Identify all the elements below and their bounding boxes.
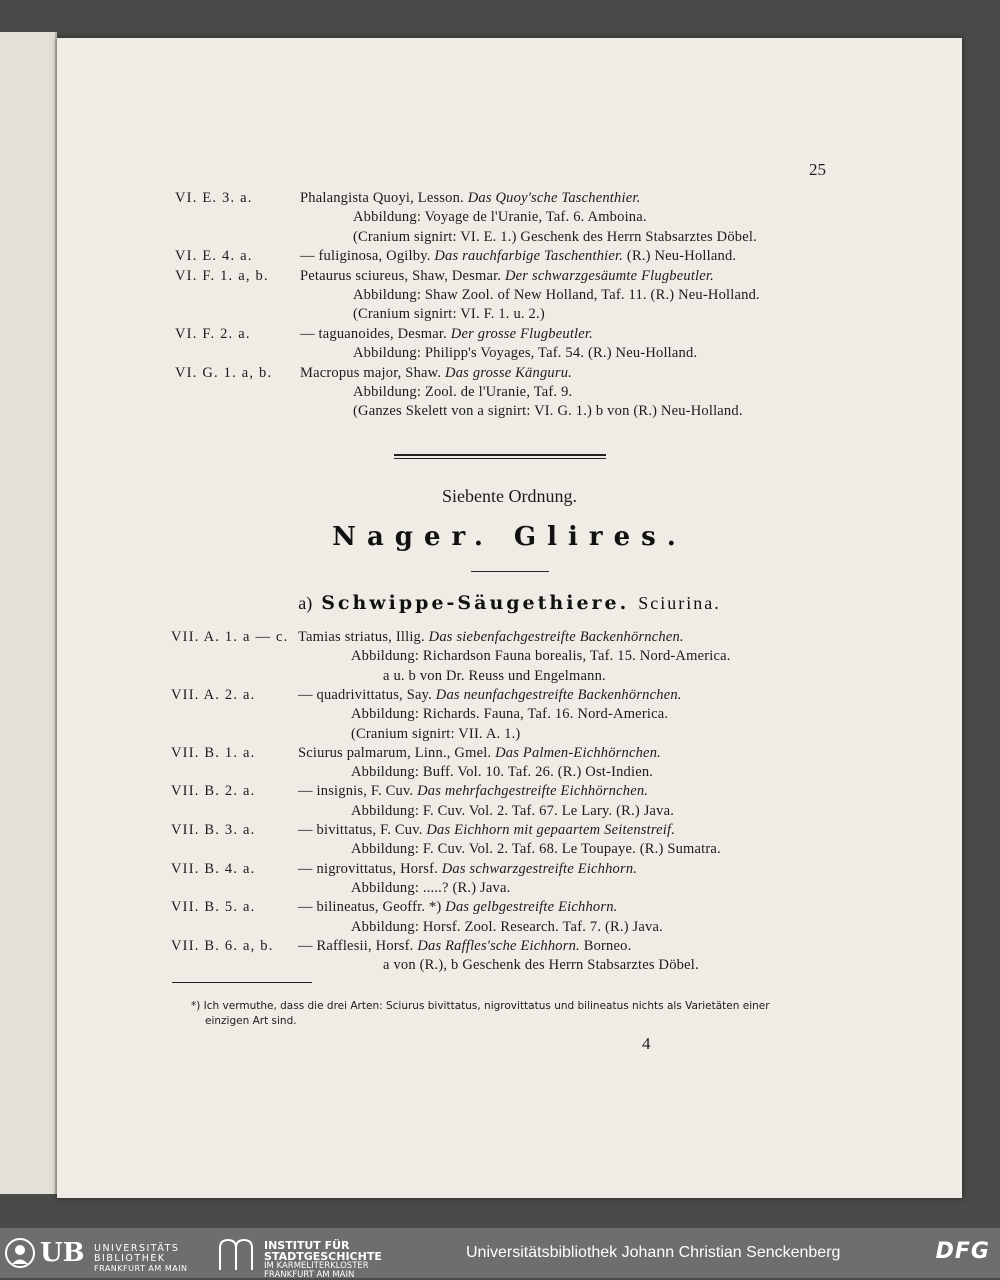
- entry-german-name: Der grosse Flugbeutler.: [450, 325, 593, 342]
- footnote-rule: [172, 982, 312, 983]
- entry-text: [351, 880, 510, 897]
- entry-german-name: Das schwarzgestreifte Eichhorn.: [441, 860, 638, 877]
- entry-name: (Ganzes Skelett von a signirt: VI. G. 1.) b von (R.) Neu-Holland.: [353, 403, 743, 420]
- entry-suffix: (R.) Neu-Holland.: [623, 248, 737, 265]
- order-title: Nager. Glires.: [332, 522, 687, 552]
- entry-name: Abbildung: .....? (R.) Java.: [351, 879, 511, 896]
- isg-line-3: IM KARMELITERKLOSTER: [264, 1261, 369, 1271]
- entry-name: — taguanoides, Desmar.: [300, 325, 451, 342]
- entry-text: [351, 803, 674, 820]
- entry-code: VI. F. 2. a.: [175, 325, 251, 342]
- entry-text: [351, 726, 520, 743]
- footnote-line-2: einzigen Art sind.: [205, 1015, 297, 1027]
- entry-name: Tamias striatus, Illig.: [298, 629, 429, 645]
- entry-text: [298, 629, 684, 646]
- entry-text: [353, 345, 697, 362]
- entry-text: [351, 764, 653, 781]
- entry-text: [298, 745, 661, 762]
- entry-german-name: Der schwarzgesäumte Flugbeutler.: [505, 267, 714, 284]
- entry-text: [298, 861, 637, 878]
- entry-code: VII. B. 6. a, b.: [171, 937, 274, 954]
- entry-code: VII. A. 2. a.: [171, 686, 256, 703]
- isg-line-4: FRANKFURT AM MAIN: [264, 1270, 355, 1280]
- ub-text[interactable]: [94, 1244, 188, 1274]
- entry-name: (Cranium signirt: VI. F. 1. u. 2.): [353, 306, 545, 323]
- entry-text: [300, 365, 572, 382]
- entry-german-name: Das rauchfarbige Taschenthier.: [434, 248, 624, 265]
- entry-name: Abbildung: Richardson Fauna borealis, Taf. 15. Nord-America.: [351, 648, 731, 665]
- entry-text: [300, 190, 640, 207]
- entry-text: [353, 384, 572, 401]
- dfg-logo[interactable]: DFG: [935, 1239, 990, 1264]
- entry-name: Petaurus sciureus, Shaw, Desmar.: [300, 267, 505, 284]
- entry-text: [383, 957, 699, 974]
- entry-code: VI. E. 3. a.: [175, 190, 253, 206]
- entry-text: [353, 287, 760, 304]
- facing-page-edge: [0, 32, 57, 1194]
- signature-mark: 4: [642, 1034, 651, 1053]
- entry-german-name: Das mehrfachgestreifte Eichhörnchen.: [417, 783, 649, 800]
- ub-line-2: BIBLIOTHEK: [94, 1253, 166, 1264]
- short-rule: [471, 571, 549, 572]
- ub-emblem-icon: [4, 1236, 36, 1270]
- entry-text: [351, 841, 721, 858]
- entry-code: VI. G. 1. a, b.: [175, 364, 273, 381]
- entry-name: Abbildung: Horsf. Zool. Research. Taf. 7. (R.) Java.: [351, 918, 663, 935]
- entry-code: VII. B. 4. a.: [171, 860, 256, 877]
- entry-text: [298, 938, 631, 955]
- entry-name: Abbildung: Richards. Fauna, Taf. 16. Nord-America.: [351, 706, 669, 723]
- entry-name: — Rafflesii, Horsf.: [298, 937, 418, 954]
- entry-code: VII. B. 1. a.: [171, 744, 256, 761]
- entry-code: VI. E. 4. a.: [175, 248, 253, 265]
- entry-name: Abbildung: Buff. Vol. 10. Taf. 26. (R.) Ost-Indien.: [351, 764, 654, 781]
- entry-name: Phalangista Quoyi, Lesson.: [300, 190, 468, 206]
- entry-name: (Cranium signirt: VI. E. 1.) Geschenk des Herrn Stabsarztes Döbel.: [353, 228, 757, 245]
- entry-german-name: Das siebenfachgestreifte Backenhörnchen.: [428, 629, 684, 645]
- family-prefix: a): [298, 593, 313, 613]
- entry-code: VII. B. 5. a.: [171, 899, 256, 916]
- entry-name: a u. b von Dr. Reuss und Engelmann.: [383, 667, 606, 684]
- family-latin: Sciurina.: [638, 593, 721, 613]
- entry-german-name: Das gelbgestreifte Eichhorn.: [445, 899, 618, 916]
- entry-name: — quadrivittatus, Say.: [298, 686, 436, 703]
- ub-line-1: UNIVERSITÄTS: [94, 1243, 180, 1254]
- entry-text: [351, 919, 663, 936]
- entry-name: Abbildung: Shaw Zool. of New Holland, Taf. 11. (R.) Neu-Holland.: [353, 287, 760, 303]
- entry-german-name: Das Eichhorn mit gepaartem Seitenstreif.: [426, 822, 676, 838]
- order-heading: Siebente Ordnung.: [442, 486, 577, 506]
- ub-logo[interactable]: UB: [40, 1238, 85, 1268]
- entry-text: [300, 268, 714, 285]
- entry-text: [298, 822, 675, 839]
- entry-code: VII. B. 3. a.: [171, 822, 256, 838]
- divider-rule: [394, 454, 606, 456]
- entry-text: [351, 706, 668, 723]
- divider-rule-thin: [394, 458, 606, 459]
- entry-name: a von (R.), b Geschenk des Herrn Stabsarztes Döbel.: [383, 957, 699, 974]
- footnote-line-1: *) Ich vermuthe, dass die drei Arten: Sciurus bivittatus, nigrovittatus und bilineatus nichts als Varietäten einer: [191, 1000, 770, 1012]
- isg-emblem-icon: [216, 1236, 256, 1272]
- entry-text: [383, 668, 606, 685]
- ub-line-3: FRANKFURT AM MAIN: [94, 1264, 188, 1273]
- isg-text[interactable]: [264, 1240, 382, 1280]
- entry-german-name: Das grosse Känguru.: [445, 364, 572, 381]
- entry-name: — fuliginosa, Ogilby.: [300, 248, 435, 265]
- entry-text: [300, 248, 736, 265]
- entry-name: Abbildung: F. Cuv. Vol. 2. Taf. 68. Le Toupaye. (R.) Sumatra.: [351, 841, 721, 858]
- entry-name: Abbildung: Zool. de l'Uranie, Taf. 9.: [353, 384, 573, 400]
- entry-name: — nigrovittatus, Horsf.: [298, 860, 442, 877]
- entry-text: [353, 229, 757, 246]
- entry-name: Abbildung: F. Cuv. Vol. 2. Taf. 67. Le Lary. (R.) Java.: [351, 802, 675, 819]
- entry-german-name: Das neunfachgestreifte Backenhörnchen.: [435, 686, 682, 703]
- entry-text: [298, 899, 617, 916]
- isg-line-1: INSTITUT FÜR: [264, 1239, 350, 1252]
- entry-text: [351, 648, 731, 665]
- entry-name: Abbildung: Philipp's Voyages, Taf. 54. (R.) Neu-Holland.: [353, 345, 698, 362]
- entry-code: VI. F. 1. a, b.: [175, 267, 269, 284]
- entry-name: Sciurus palmarum, Linn., Gmel.: [298, 744, 496, 761]
- entry-text: [353, 403, 743, 420]
- entry-text: [298, 687, 682, 704]
- entry-text: [298, 783, 648, 800]
- entry-code: VII. A. 1. a — c.: [171, 629, 289, 645]
- entry-name: — bivittatus, F. Cuv.: [298, 822, 427, 838]
- book-page: [57, 38, 962, 1198]
- entry-name: — insignis, F. Cuv.: [298, 783, 418, 800]
- entry-name: — bilineatus, Geoffr. *): [298, 899, 446, 916]
- entry-text: [300, 326, 593, 343]
- entry-suffix: Borneo.: [579, 937, 632, 954]
- entry-code: VII. B. 2. a.: [171, 783, 256, 800]
- page-number: 25: [809, 160, 826, 179]
- family-heading: [57, 592, 962, 614]
- entry-name: (Cranium signirt: VII. A. 1.): [351, 725, 521, 742]
- entry-text: [353, 209, 647, 226]
- entry-name: Macropus major, Shaw.: [300, 364, 446, 381]
- family-name: Schwippe-Säugethiere.: [321, 592, 630, 614]
- entry-german-name: Das Palmen-Eichhörnchen.: [495, 744, 661, 761]
- entry-german-name: Das Raffles'sche Eichhorn.: [417, 937, 580, 954]
- entry-german-name: Das Quoy'sche Taschenthier.: [467, 190, 641, 206]
- library-name[interactable]: Universitätsbibliothek Johann Christian Senckenberg: [466, 1244, 841, 1261]
- entry-name: Abbildung: Voyage de l'Uranie, Taf. 6. Amboina.: [353, 209, 647, 226]
- footer-bar: [0, 1228, 1000, 1278]
- entry-text: [353, 306, 545, 323]
- isg-line-2: STADTGESCHICHTE: [264, 1250, 382, 1263]
